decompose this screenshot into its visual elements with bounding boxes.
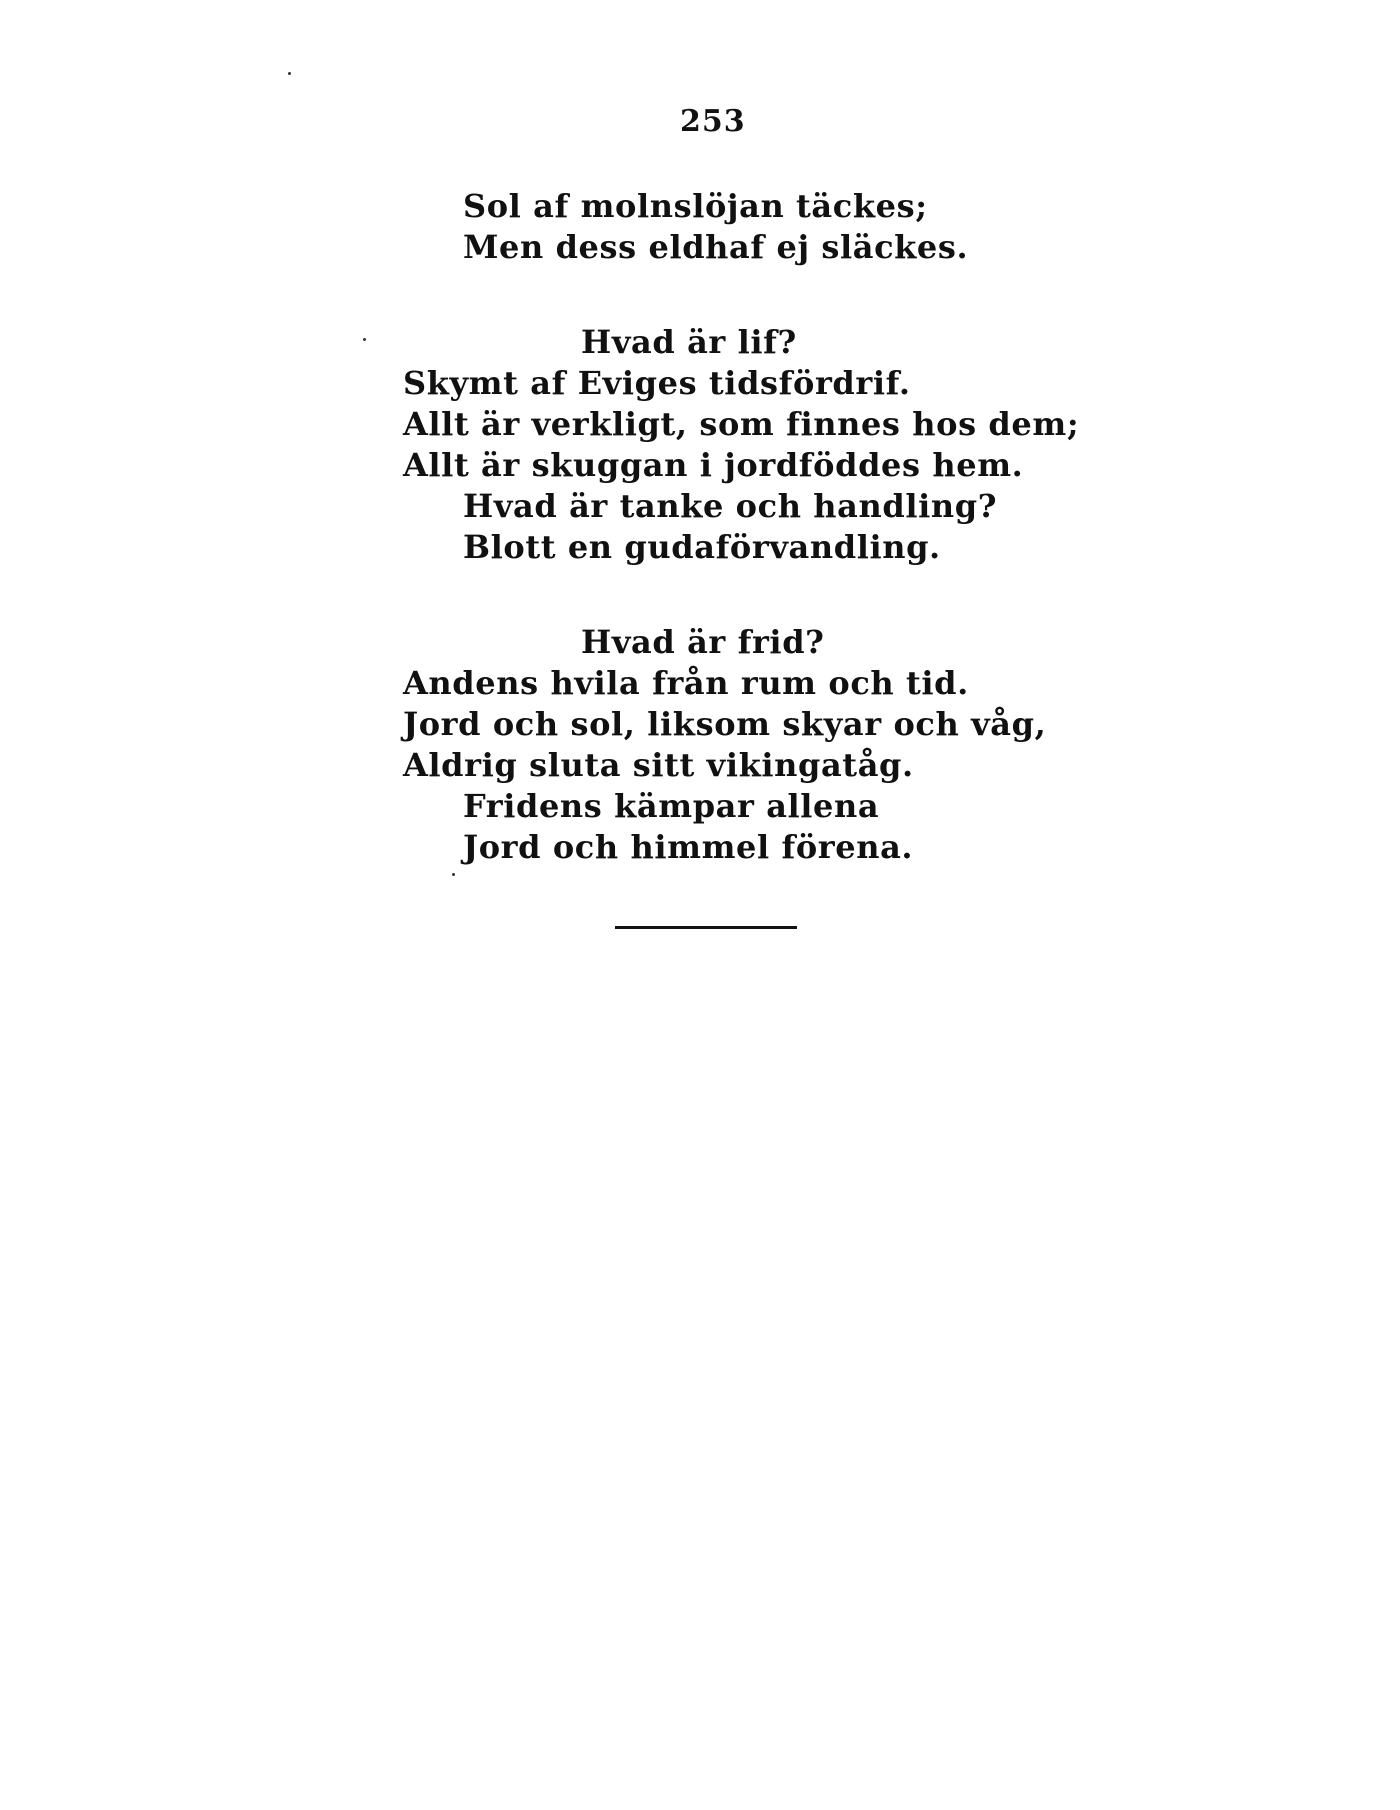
poem-line: Blott en gudaförvandling. xyxy=(463,528,941,566)
scan-speck xyxy=(288,72,291,75)
scan-speck xyxy=(363,338,366,341)
stanza-2 xyxy=(403,322,1103,568)
stanza-1 xyxy=(403,186,1103,268)
stanza-question: Hvad är frid? xyxy=(581,623,825,661)
poem-line: Aldrig sluta sitt vikingatåg. xyxy=(403,746,914,784)
poem-line: Fridens kämpar allena xyxy=(463,787,880,825)
stanza-3 xyxy=(403,622,1103,868)
stanza-question: Hvad är lif? xyxy=(581,323,797,361)
poem-line: Sol af molnslöjan täckes; xyxy=(463,187,928,225)
poem-line: Jord och himmel förena. xyxy=(463,828,914,866)
poem-line: Andens hvila från rum och tid. xyxy=(403,664,969,702)
poem-line: Allt är verkligt, som finnes hos dem; xyxy=(403,405,1080,443)
poem-line: Skymt af Eviges tidsfördrif. xyxy=(403,364,911,402)
poem-line: Men dess eldhaf ej släckes. xyxy=(463,228,969,266)
scan-speck xyxy=(452,873,455,876)
poem-line: Hvad är tanke och handling? xyxy=(463,487,998,525)
poem-line: Jord och sol, liksom skyar och våg, xyxy=(403,705,1047,743)
poem xyxy=(403,186,1103,868)
poem-line: Allt är skuggan i jordföddes hem. xyxy=(403,446,1024,484)
end-rule xyxy=(615,926,797,929)
page-number: 253 xyxy=(680,104,746,139)
